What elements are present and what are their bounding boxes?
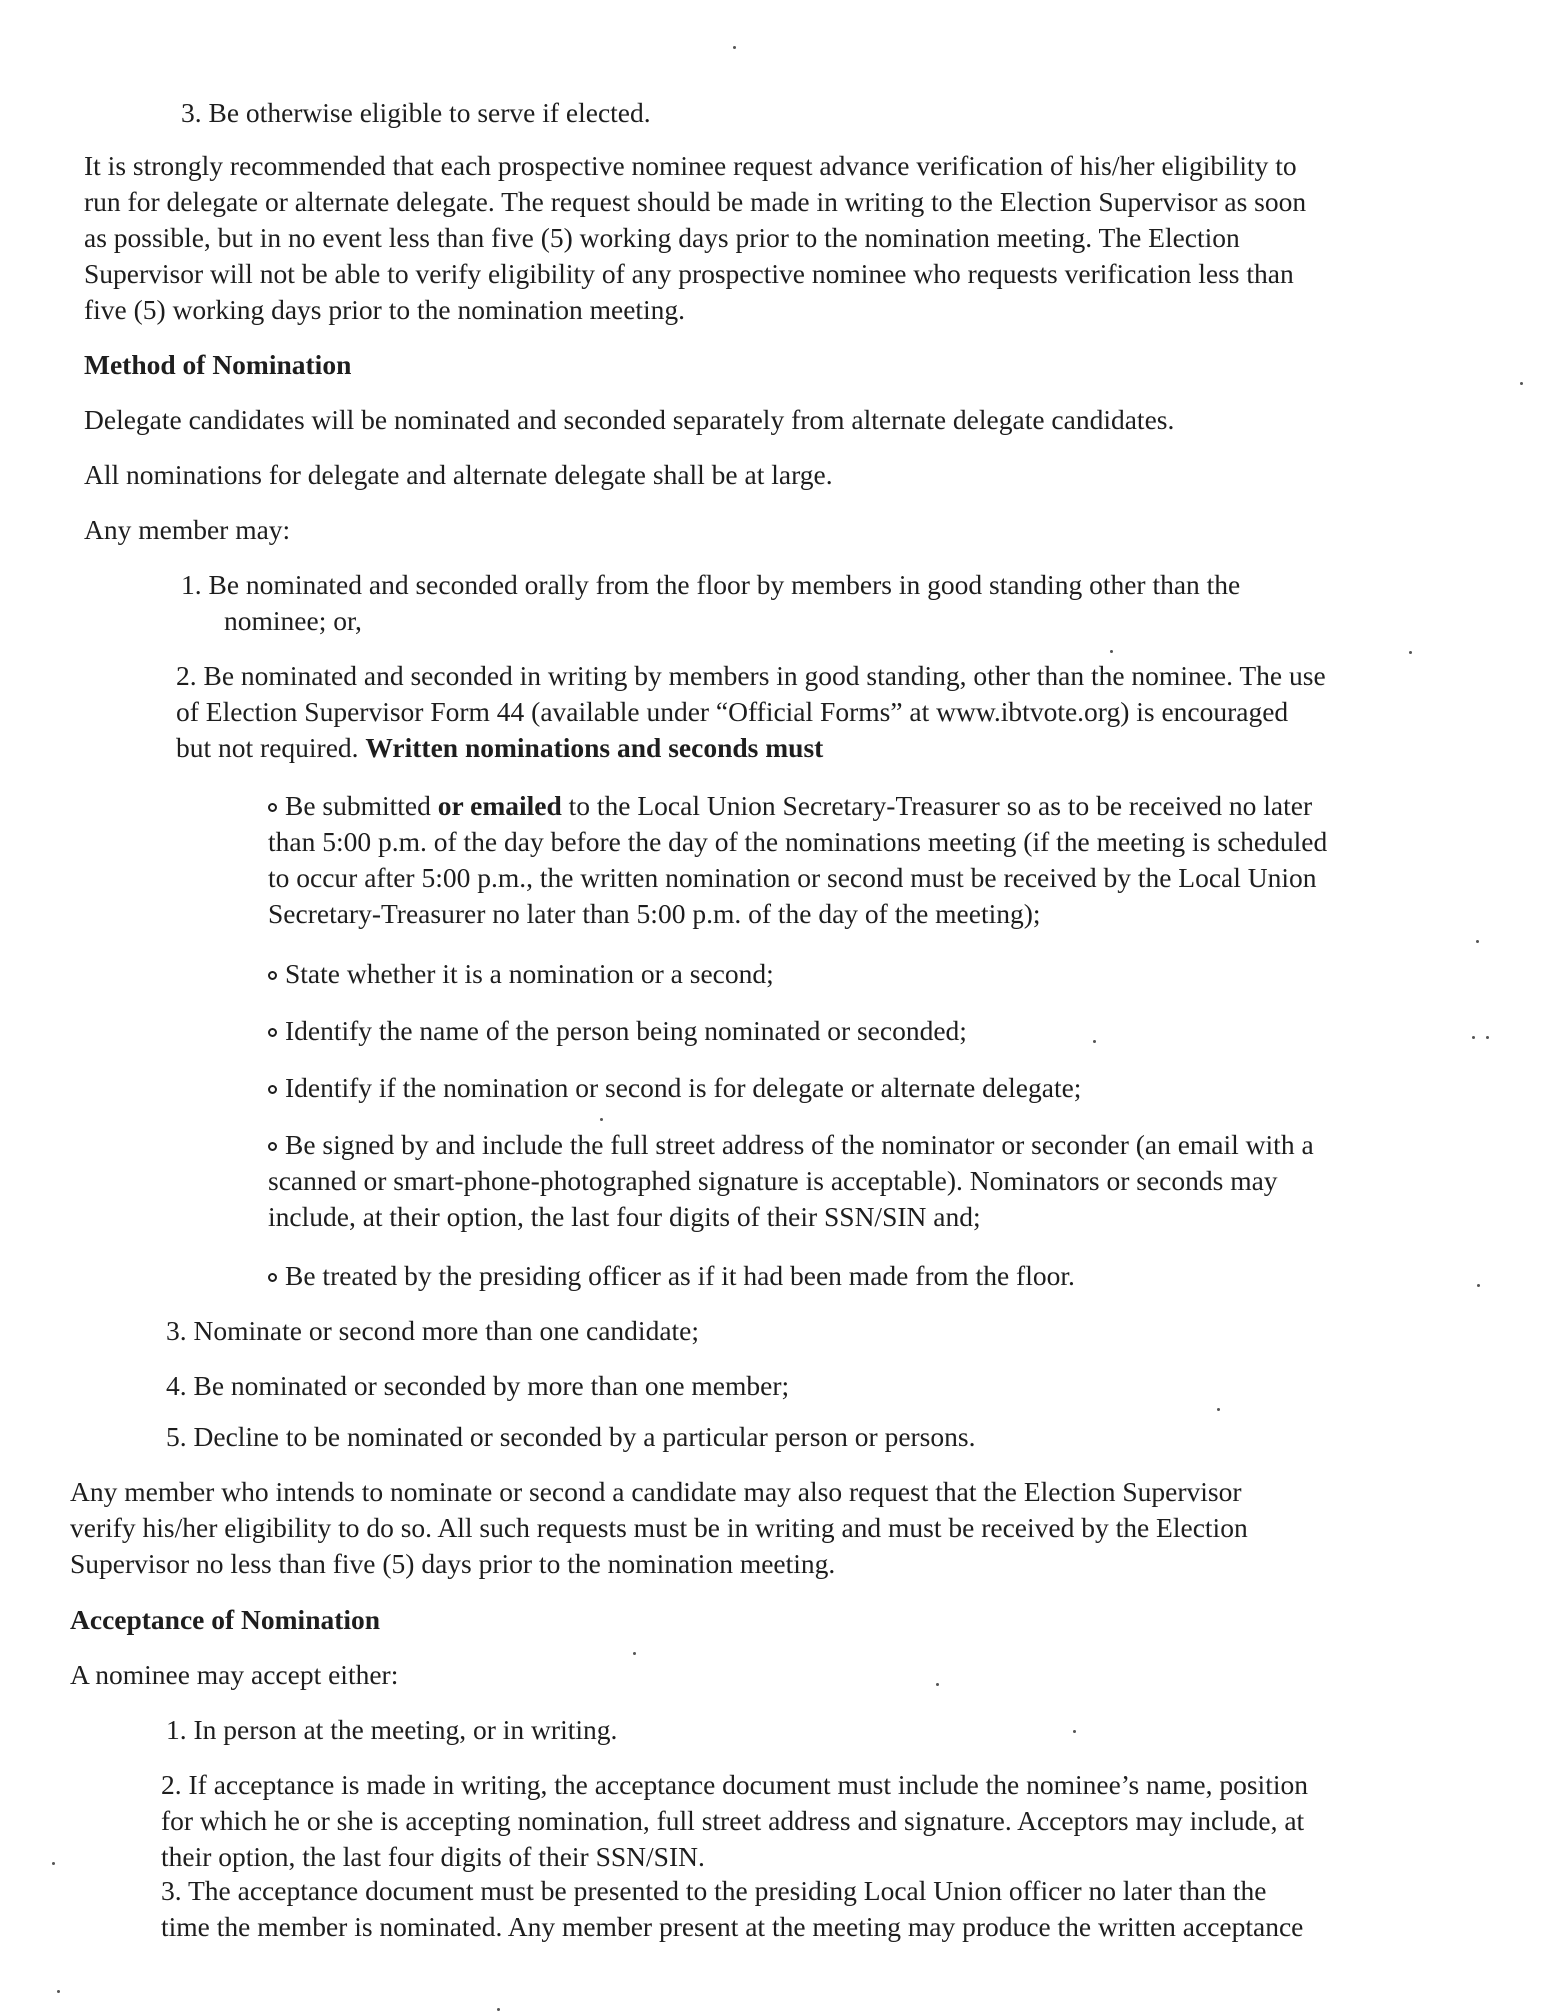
circle-bullet-icon: [268, 1085, 277, 1094]
text-line: of Election Supervisor Form 44 (available under “Official Forms” at www.ibtvote.org) is encouraged: [176, 696, 1289, 727]
nomination-item-3: 3. Nominate or second more than one candidate;: [166, 1315, 700, 1346]
text-line: 3. The acceptance document must be presented to the presiding Local Union officer no later than the: [161, 1875, 1267, 1906]
scan-speck: [57, 1990, 60, 1993]
recommendation-paragraph: [84, 148, 1306, 328]
scan-speck: [733, 46, 736, 49]
requirement-bullet-identify-position: Identify if the nomination or second is for delegate or alternate delegate;: [268, 1070, 1081, 1106]
acceptance-item-1: 1. In person at the meeting, or in writing.: [166, 1714, 618, 1745]
text-line: Any member who intends to nominate or second a candidate may also request that the Election Supervisor: [70, 1476, 1242, 1507]
text-line: but not required.: [176, 732, 366, 763]
circle-bullet-icon: [268, 971, 277, 980]
scan-speck: [497, 2008, 500, 2011]
requirement-bullet-submitted: Be submitted or emailed to the Local Union Secretary-Treasurer so as to be received no later than 5:00 p.m. of the day before the day of the nominations meeting (if the meeting is scheduled to occur after 5:00 p.m., the written nomination or second must be received by the Local Union Secretary-Treasurer no later than 5:00 p.m. of the day of the meeting);: [268, 790, 1328, 929]
scan-speck: [633, 1652, 636, 1655]
text-line: to occur after 5:00 p.m., the written nomination or second must be received by the Local Union: [268, 862, 1317, 893]
text-line: 2. If acceptance is made in writing, the acceptance document must include the nominee’s name, position: [161, 1769, 1308, 1800]
text-line: time the member is nominated. Any member present at the meeting may produce the written acceptance: [161, 1911, 1304, 1942]
text-line: 1. Be nominated and seconded orally from the floor by members in good standing other than the: [181, 569, 1241, 600]
scan-speck: [1477, 1284, 1480, 1287]
scan-speck: [1472, 1036, 1475, 1039]
scan-speck: [1486, 1036, 1489, 1039]
scan-speck: [1520, 382, 1523, 385]
requirement-bullet-treated: Be treated by the presiding officer as if it had been made from the floor.: [268, 1258, 1075, 1294]
scan-speck: [1110, 650, 1113, 653]
acceptance-item-3: [161, 1873, 1303, 1945]
scan-speck: [1073, 1730, 1076, 1733]
text-line: five (5) working days prior to the nomination meeting.: [84, 294, 686, 325]
scan-speck: [936, 1683, 939, 1686]
text-line: verify his/her eligibility to do so. All such requests must be in writing and must be received by the Election: [70, 1512, 1248, 1543]
text-line: than 5:00 p.m. of the day before the day of the nominations meeting (if the meeting is scheduled: [268, 826, 1328, 857]
nomination-item-1: [181, 567, 1240, 639]
requirement-bullet-signed: Be signed by and include the full street address of the nominator or seconder (an email with a scanned or smart-phone-photographed signature is acceptable). Nominators or seconds may include, at their option, the last four digits of their SSN/SIN and;: [268, 1129, 1314, 1232]
scan-speck: [600, 1118, 603, 1121]
acceptance-item-2: [161, 1767, 1308, 1875]
any-member-may-paragraph: Any member may:: [84, 514, 291, 545]
scan-speck: [1217, 1408, 1220, 1411]
text-line: It is strongly recommended that each prospective nominee request advance verification of his/her eligibility to: [84, 150, 1297, 181]
nomination-item-5: 5. Decline to be nominated or seconded by a particular person or persons.: [166, 1421, 976, 1452]
scan-speck: [1093, 1040, 1096, 1043]
text-line: Secretary-Treasurer no later than 5:00 p.m. of the day of the meeting);: [268, 898, 1041, 929]
eligibility-item-3: 3. Be otherwise eligible to serve if elected.: [181, 97, 651, 128]
nomination-item-4: 4. Be nominated or seconded by more than one member;: [166, 1370, 790, 1401]
requirement-bullet-state: State whether it is a nomination or a second;: [268, 956, 774, 992]
written-nominations-emphasis: Written nominations and seconds must: [365, 732, 824, 763]
text-line: nominee; or,: [224, 605, 362, 636]
circle-bullet-icon: [268, 1028, 277, 1037]
text-line: Supervisor no less than five (5) days prior to the nomination meeting.: [70, 1548, 836, 1579]
separately-paragraph: Delegate candidates will be nominated and seconded separately from alternate delegate candidates.: [84, 404, 1175, 435]
acceptance-of-nomination-heading: Acceptance of Nomination: [70, 1604, 381, 1635]
text-line: for which he or she is accepting nomination, full street address and signature. Acceptors may include, at: [161, 1805, 1305, 1836]
text-line: as possible, but in no event less than five (5) working days prior to the nomination meeting. The Election: [84, 222, 1240, 253]
verify-eligibility-paragraph: [70, 1474, 1248, 1582]
circle-bullet-icon: [268, 1273, 277, 1282]
scan-speck: [1476, 940, 1479, 943]
at-large-paragraph: All nominations for delegate and alternate delegate shall be at large.: [84, 459, 833, 490]
accept-either-paragraph: A nominee may accept either:: [70, 1659, 399, 1690]
method-of-nomination-heading: Method of Nomination: [84, 349, 352, 380]
circle-bullet-icon: [268, 803, 277, 812]
text-line: include, at their option, the last four digits of their SSN/SIN and;: [268, 1201, 981, 1232]
nomination-item-2: [176, 658, 1326, 766]
requirement-bullet-identify-name: Identify the name of the person being nominated or seconded;: [268, 1013, 967, 1049]
circle-bullet-icon: [268, 1142, 277, 1151]
text-line: run for delegate or alternate delegate. The request should be made in writing to the Election Supervisor as soon: [84, 186, 1307, 217]
text-line: scanned or smart-phone-photographed signature is acceptable). Nominators or seconds may: [268, 1165, 1278, 1196]
text-line: Supervisor will not be able to verify eligibility of any prospective nominee who requests verification less than: [84, 258, 1294, 289]
scan-speck: [52, 1862, 55, 1865]
text-line: 2. Be nominated and seconded in writing by members in good standing, other than the nominee. The use: [176, 660, 1326, 691]
text-line: their option, the last four digits of their SSN/SIN.: [161, 1841, 705, 1872]
scan-speck: [1409, 651, 1412, 654]
